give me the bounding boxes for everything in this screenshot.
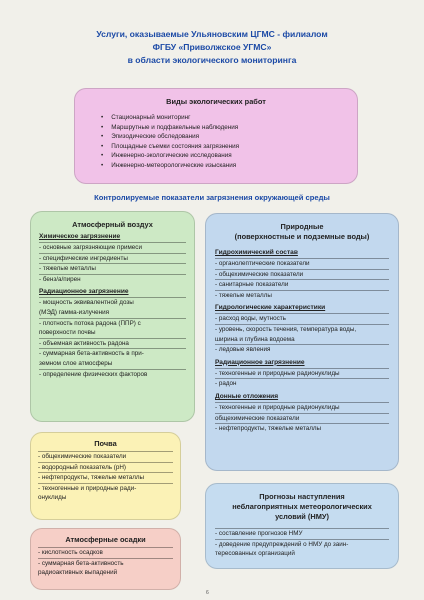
list-item: • Эпизодические обследования xyxy=(101,132,357,142)
list-item: - тяжелые металлы xyxy=(39,263,186,274)
list-item: ширина и глубина водоема xyxy=(215,335,295,343)
ecological-work-types-box xyxy=(74,88,358,184)
list-item: • Маршрутные и подфакельные наблюдения xyxy=(101,123,357,133)
hydrochemical-list xyxy=(215,258,389,300)
forecast-heading-line-3: условий (НМУ) xyxy=(275,512,329,521)
precipitation-box xyxy=(30,528,181,590)
list-item: - ледовые явления xyxy=(215,344,389,355)
natural-waters-box xyxy=(205,213,399,471)
ecological-work-types-list xyxy=(101,113,357,171)
list-item: - мощность эквивалентной дозы xyxy=(39,297,186,308)
radiation-pollution-list xyxy=(39,297,186,379)
forecast-box xyxy=(205,483,399,569)
soil-box xyxy=(30,432,181,520)
list-item: - радон xyxy=(215,378,389,389)
atmospheric-air-box xyxy=(30,211,195,422)
list-item: - кислотность осадков xyxy=(38,547,173,558)
ecological-work-types-heading: Виды экологических работ xyxy=(166,97,266,106)
radiation-pollution-title: Радиационное загрязнение xyxy=(39,288,129,296)
list-item: • Инженерно-метеорологические изыскания xyxy=(101,161,357,171)
list-item: - специфические ингредиенты xyxy=(39,253,186,264)
chemical-pollution-title: Химическое загрязнение xyxy=(39,233,121,240)
title-line-3: в области экологического мониторинга xyxy=(127,55,297,65)
list-item: - техногенные и природные ради- xyxy=(38,483,173,494)
water-radiation-title: Радиационное загрязнение xyxy=(215,358,305,366)
chemical-pollution-list xyxy=(39,242,186,284)
precipitation-list xyxy=(38,547,173,578)
list-item: • Площадные съемки состояния загрязнения xyxy=(101,142,357,152)
list-item: - составление прогнозов НМУ xyxy=(215,528,389,539)
list-item: - техногенные и природные радионуклиды xyxy=(215,368,389,379)
forecast-heading-line-1: Прогнозы наступления xyxy=(259,492,345,501)
list-item: - плотность потока радона (ППР) с xyxy=(39,318,186,329)
list-item: (МЭД) гамма-излучения xyxy=(39,308,110,316)
list-item: • Стационарный мониторинг xyxy=(101,113,357,123)
list-item: - суммарная бета-активность в при- xyxy=(39,348,186,359)
section-title: Контролируемые показатели загрязнения окружающей среды xyxy=(94,193,330,202)
list-item: - санитарные показатели xyxy=(215,279,389,290)
list-item: - водородный показатель (pH) xyxy=(38,462,173,473)
list-item: • Инженерно-экологические исследования xyxy=(101,151,357,161)
page-number: 6 xyxy=(206,590,209,596)
page-title xyxy=(30,28,394,67)
list-item: - общехимические показатели xyxy=(38,451,173,462)
natural-waters-heading-line-2: (поверхностные и подземные воды) xyxy=(234,232,370,241)
list-item: - суммарная бета-активность xyxy=(38,558,173,569)
natural-waters-heading xyxy=(215,222,389,242)
list-item: - расход воды, мутность xyxy=(215,313,389,324)
title-line-1: Услуги, оказываемые Ульяновским ЦГМС - филиалом xyxy=(96,29,328,39)
list-item: - объемная активность радона xyxy=(39,338,186,349)
hydrological-title: Гидрологические характеристики xyxy=(215,304,326,312)
sediments-title: Донные отложения xyxy=(215,392,279,400)
list-item: поверхности почвы xyxy=(39,329,96,337)
forecast-list xyxy=(215,528,389,559)
list-item: - техногенные и природные радионуклиды xyxy=(215,402,389,413)
list-item: онуклиды xyxy=(38,494,67,502)
atmospheric-air-heading: Атмосферный воздух xyxy=(72,220,153,229)
list-item: - нефтепродукты, тяжелые металлы xyxy=(38,472,173,483)
list-item: - уровень, скорость течения, температура воды, xyxy=(215,324,389,335)
soil-heading: Почва xyxy=(94,439,117,448)
list-item: - бенз/а/пирен xyxy=(39,274,186,285)
list-item: - основные загрязняющие примеси xyxy=(39,242,186,253)
list-item: - общехимические показатели xyxy=(215,269,389,280)
hydrological-list xyxy=(215,313,389,354)
list-item: тересованных организаций xyxy=(215,550,295,558)
list-item: - доведение предупреждений о НМУ до заин- xyxy=(215,539,389,550)
sediments-list xyxy=(215,402,389,434)
precipitation-heading: Атмосферные осадки xyxy=(65,535,146,544)
water-radiation-list xyxy=(215,368,389,389)
list-item: общехимические показатели xyxy=(215,413,389,424)
natural-waters-heading-line-1: Природные xyxy=(280,222,324,231)
forecast-heading-line-2: неблагоприятных метеорологических xyxy=(232,502,372,511)
list-item: - органолептические показатели xyxy=(215,258,389,269)
forecast-heading xyxy=(215,492,389,522)
list-item: - определение физических факторов xyxy=(39,369,186,380)
list-item: - нефтепродукты, тяжелые металлы xyxy=(215,423,389,434)
list-item: радиоактивных выпадений xyxy=(38,569,118,577)
hydrochemical-title: Гидрохимический состав xyxy=(215,249,298,256)
soil-list xyxy=(38,451,173,503)
list-item: - тяжелые металлы xyxy=(215,290,389,301)
title-line-2: ФГБУ «Приволжское УГМС» xyxy=(152,42,272,52)
list-item: земном слое атмосферы xyxy=(39,359,113,367)
